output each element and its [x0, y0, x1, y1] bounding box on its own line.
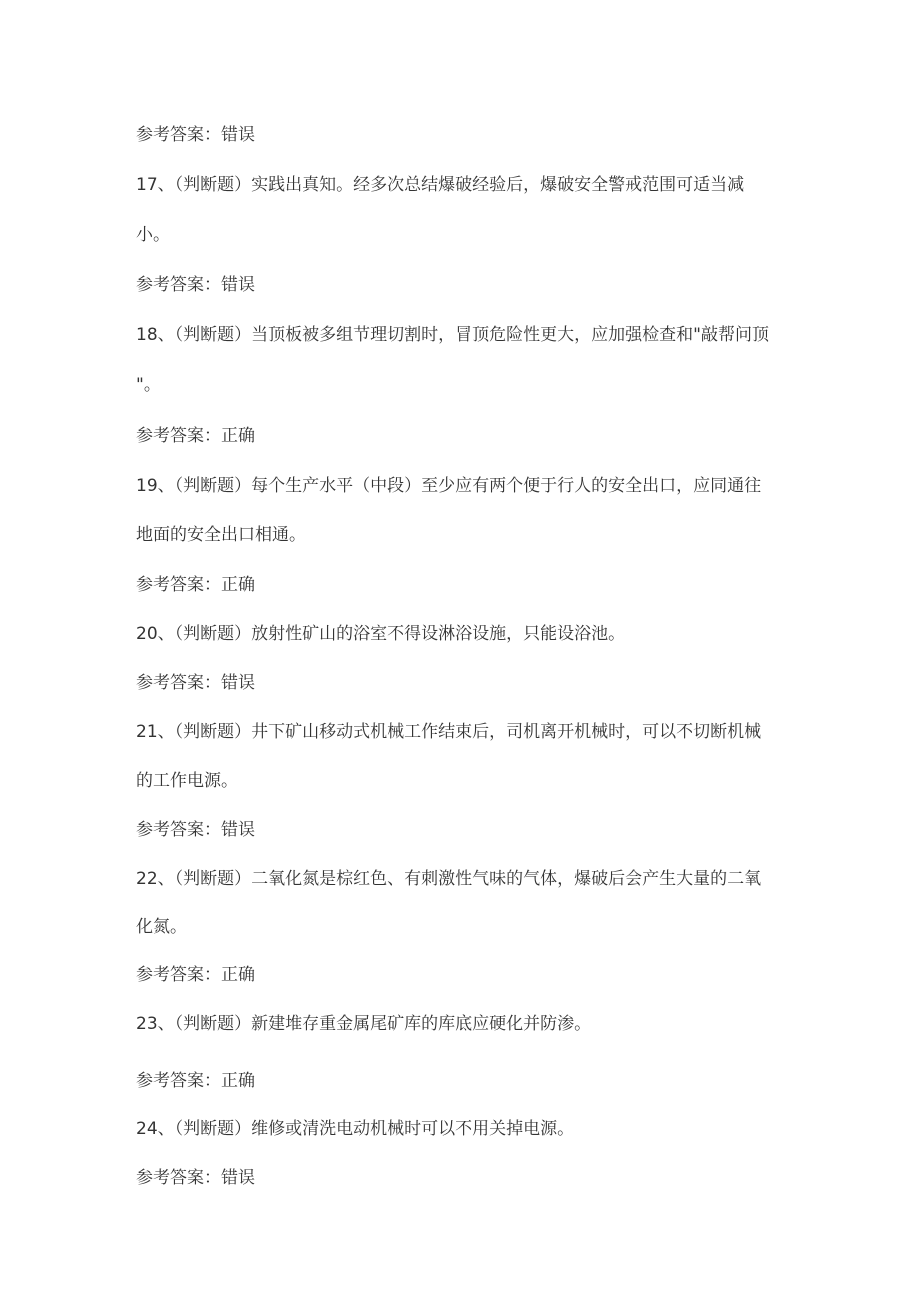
question-23-line-1: 23、（判断题）新建堆存重金属尾矿库的库底应硬化并防渗。 — [136, 1014, 592, 1034]
question-17-line-1: 17、（判断题）实践出真知。经多次总结爆破经验后，爆破安全警戒范围可适当减 — [136, 175, 745, 195]
question-21-line-1: 21、（判断题）井下矿山移动式机械工作结束后，司机离开机械时，可以不切断机械 — [136, 722, 762, 742]
question-17-line-2: 小。 — [136, 225, 170, 245]
question-21-line-2: 的工作电源。 — [136, 771, 238, 791]
question-18-line-2: "。 — [136, 375, 161, 395]
answer-19: 参考答案：正确 — [136, 575, 255, 595]
question-19-line-2: 地面的安全出口相通。 — [136, 525, 306, 545]
question-22-line-2: 化氮。 — [136, 917, 187, 937]
answer-20: 参考答案：错误 — [136, 673, 255, 693]
answer-21: 参考答案：错误 — [136, 820, 255, 840]
question-19-line-1: 19、（判断题）每个生产水平（中段）至少应有两个便于行人的安全出口，应同通往 — [136, 476, 762, 496]
answer-18: 参考答案：正确 — [136, 426, 255, 446]
question-20-line-1: 20、（判断题）放射性矿山的浴室不得设淋浴设施，只能设浴池。 — [136, 624, 626, 644]
answer-line: 参考答案：错误 — [136, 125, 255, 145]
answer-24: 参考答案：错误 — [136, 1168, 255, 1188]
answer-23: 参考答案：正确 — [136, 1071, 255, 1091]
question-24-line-1: 24、（判断题）维修或清洗电动机械时可以不用关掉电源。 — [136, 1119, 575, 1139]
question-18-line-1: 18、（判断题）当顶板被多组节理切割时，冒顶危险性更大，应加强检查和"敲帮问顶 — [136, 325, 769, 345]
answer-17: 参考答案：错误 — [136, 275, 255, 295]
answer-22: 参考答案：正确 — [136, 965, 255, 985]
question-22-line-1: 22、（判断题）二氧化氮是棕红色、有刺激性气味的气体，爆破后会产生大量的二氧 — [136, 869, 762, 889]
